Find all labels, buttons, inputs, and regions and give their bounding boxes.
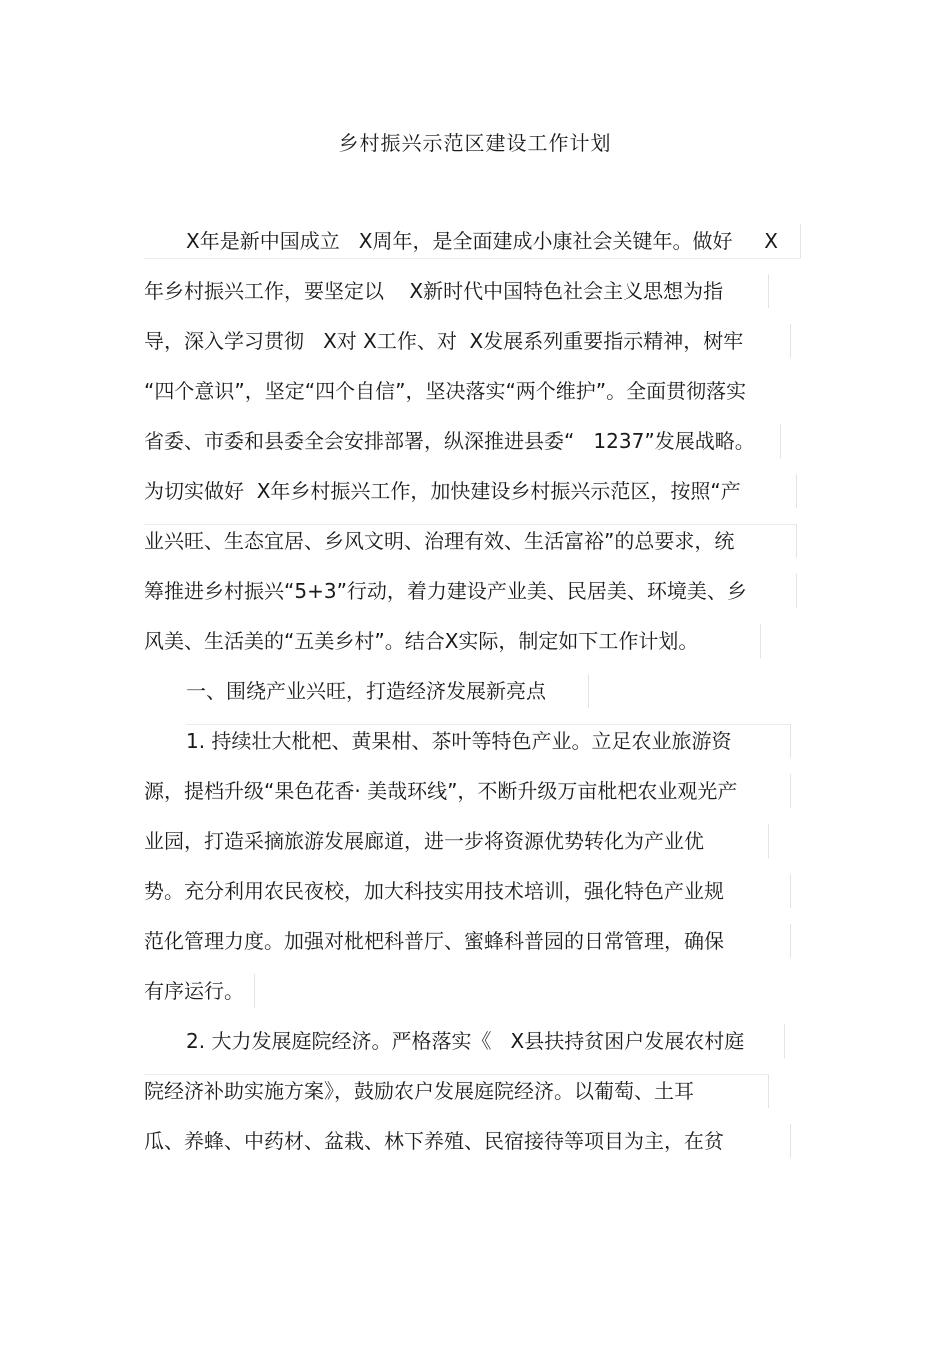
scan-artifact [790, 774, 791, 808]
body-line: 2. 大力发展庭院经济。严格落实《 X县扶持贫困户发展农村庭 [186, 1029, 745, 1053]
scan-artifact [796, 574, 797, 608]
scan-artifact [790, 924, 791, 958]
body-line: 院经济补助实施方案》，鼓励农户发展庭院经济。以葡萄、土耳 [144, 1079, 694, 1103]
scan-artifact [588, 674, 589, 708]
scan-artifact [768, 1074, 769, 1108]
scan-artifact [796, 474, 797, 508]
body-line: 范化管理力度。加强对枇杷科普厅、蜜蜂科普园的日常管理，确保 [144, 929, 724, 953]
body-line: 年乡村振兴工作，要坚定以 X新时代中国特色社会主义思想为指 [144, 279, 724, 303]
body-line: 业园，打造采摘旅游发展廊道，进一步将资源优势转化为产业优 [144, 829, 704, 853]
body-line: 省委、市委和县委全会安排部署，纵深推进县委“ 1237”发展战略。 [144, 429, 755, 453]
scan-artifact [796, 524, 797, 558]
scan-artifact [790, 874, 791, 908]
scan-artifact [254, 974, 255, 1008]
scan-artifact [790, 1124, 791, 1158]
body-line: 导，深入学习贯彻 X对 X工作、对 X发展系列重要指示精神，树牢 [144, 329, 744, 353]
scan-artifact [760, 624, 761, 658]
body-line: 1. 持续壮大枇杷、黄果柑、茶叶等特色产业。立足农业旅游资 [186, 729, 732, 753]
body-line: 有序运行。 [144, 979, 244, 1003]
body-line: 风美、生活美的“五美乡村”。结合X实际，制定如下工作计划。 [144, 629, 699, 653]
body-line: 业兴旺、生态宜居、乡风文明、治理有效、生活富裕”的总要求，统 [144, 529, 735, 553]
scan-artifact [800, 224, 801, 258]
scan-artifact [790, 324, 791, 358]
body-line: 源，提档升级“果色花香· 美哉环线”，不断升级万亩枇杷农业观光产 [144, 779, 738, 803]
body-line: 瓜、养蜂、中药材、盆栽、林下养殖、民宿接待等项目为主，在贫 [144, 1129, 724, 1153]
body-line: “四个意识”，坚定“四个自信”，坚决落实“两个维护”。全面贯彻落实 [144, 379, 747, 403]
scan-artifact [790, 724, 791, 758]
document-title: 乡村振兴示范区建设工作计划 [338, 131, 612, 155]
body-line: 势。充分利用农民夜校，加大科技实用技术培训，强化特色产业规 [144, 879, 724, 903]
body-line: X年是新中国成立 X周年，是全面建成小康社会关键年。做好 X [186, 229, 778, 253]
scan-artifact [144, 1074, 768, 1075]
body-line: 为切实做好 X年乡村振兴工作，加快建设乡村振兴示范区，按照“产 [144, 479, 741, 503]
scan-artifact [186, 724, 790, 725]
scan-artifact [780, 424, 781, 458]
scan-artifact [144, 524, 796, 525]
scan-artifact [144, 258, 800, 259]
scan-artifact [784, 1024, 785, 1058]
body-line: 筹推进乡村振兴“5+3”行动，着力建设产业美、民居美、环境美、乡 [144, 579, 747, 603]
scan-artifact [768, 824, 769, 858]
section-heading: 一、围绕产业兴旺，打造经济发展新亮点 [186, 679, 546, 703]
scan-artifact [768, 274, 769, 308]
